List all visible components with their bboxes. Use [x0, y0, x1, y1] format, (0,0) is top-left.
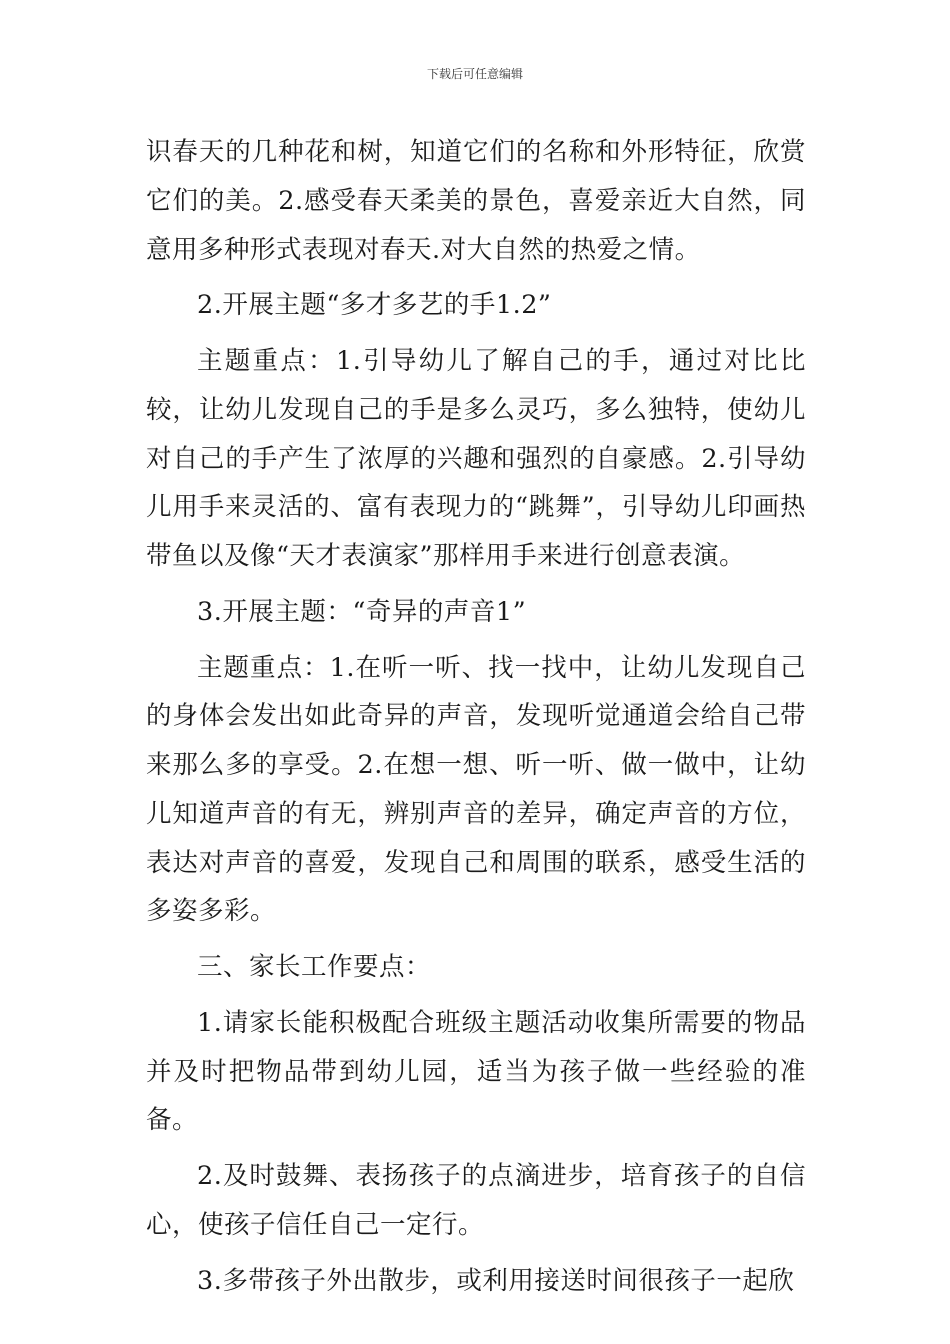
list-item: 2.及时鼓舞、表扬孩子的点滴进步，培育孩子的自信心，使孩子信任自己一定行。 [146, 1161, 806, 1240]
document-body [146, 128, 806, 1312]
page-header: 下载后可任意编辑 [426, 67, 523, 81]
list-item: 1.请家长能积极配合班级主题活动收集所需要的物品并及时把物品带到幼儿园，适当为孩子做一些经验的准备。 [146, 1007, 806, 1136]
paragraph: 主题重点：1.引导幼儿了解自己的手，通过对比比较，让幼儿发现自己的手是多么灵巧，多么独特，使幼儿对自己的手产生了浓厚的兴趣和强烈的自豪感。2.引导幼儿用手来灵活的、富有表现力的“跳舞”，引导幼儿印画热带鱼以及像“天才表演家”那样用手来进行创意表演。 [146, 346, 806, 571]
paragraph: 识春天的几种花和树，知道它们的名称和外形特征，欣赏它们的美。2.感受春天柔美的景色，喜爱亲近大自然，同意用多种形式表现对春天.对大自然的热爱之情。 [146, 137, 806, 265]
section-heading: 2.开展主题“多才多艺的手1.2” [197, 290, 552, 321]
section-heading: 3.开展主题：“奇异的声音1” [197, 596, 527, 627]
paragraph: 主题重点：1.在听一听、找一找中，让幼儿发现自己的身体会发出如此奇异的声音，发现听觉通道会给自己带来那么多的享受。2.在想一想、听一听、做一做中，让幼儿知道声音的有无，辨别声音的差异，确定声音的方位，表达对声音的喜爱，发现自己和周围的联系，感受生活的多姿多彩。 [146, 652, 806, 927]
list-item: 3.多带孩子外出散步，或利用接送时间很孩子一起欣 [197, 1265, 795, 1296]
section-heading: 三、家长工作要点： [197, 952, 432, 982]
